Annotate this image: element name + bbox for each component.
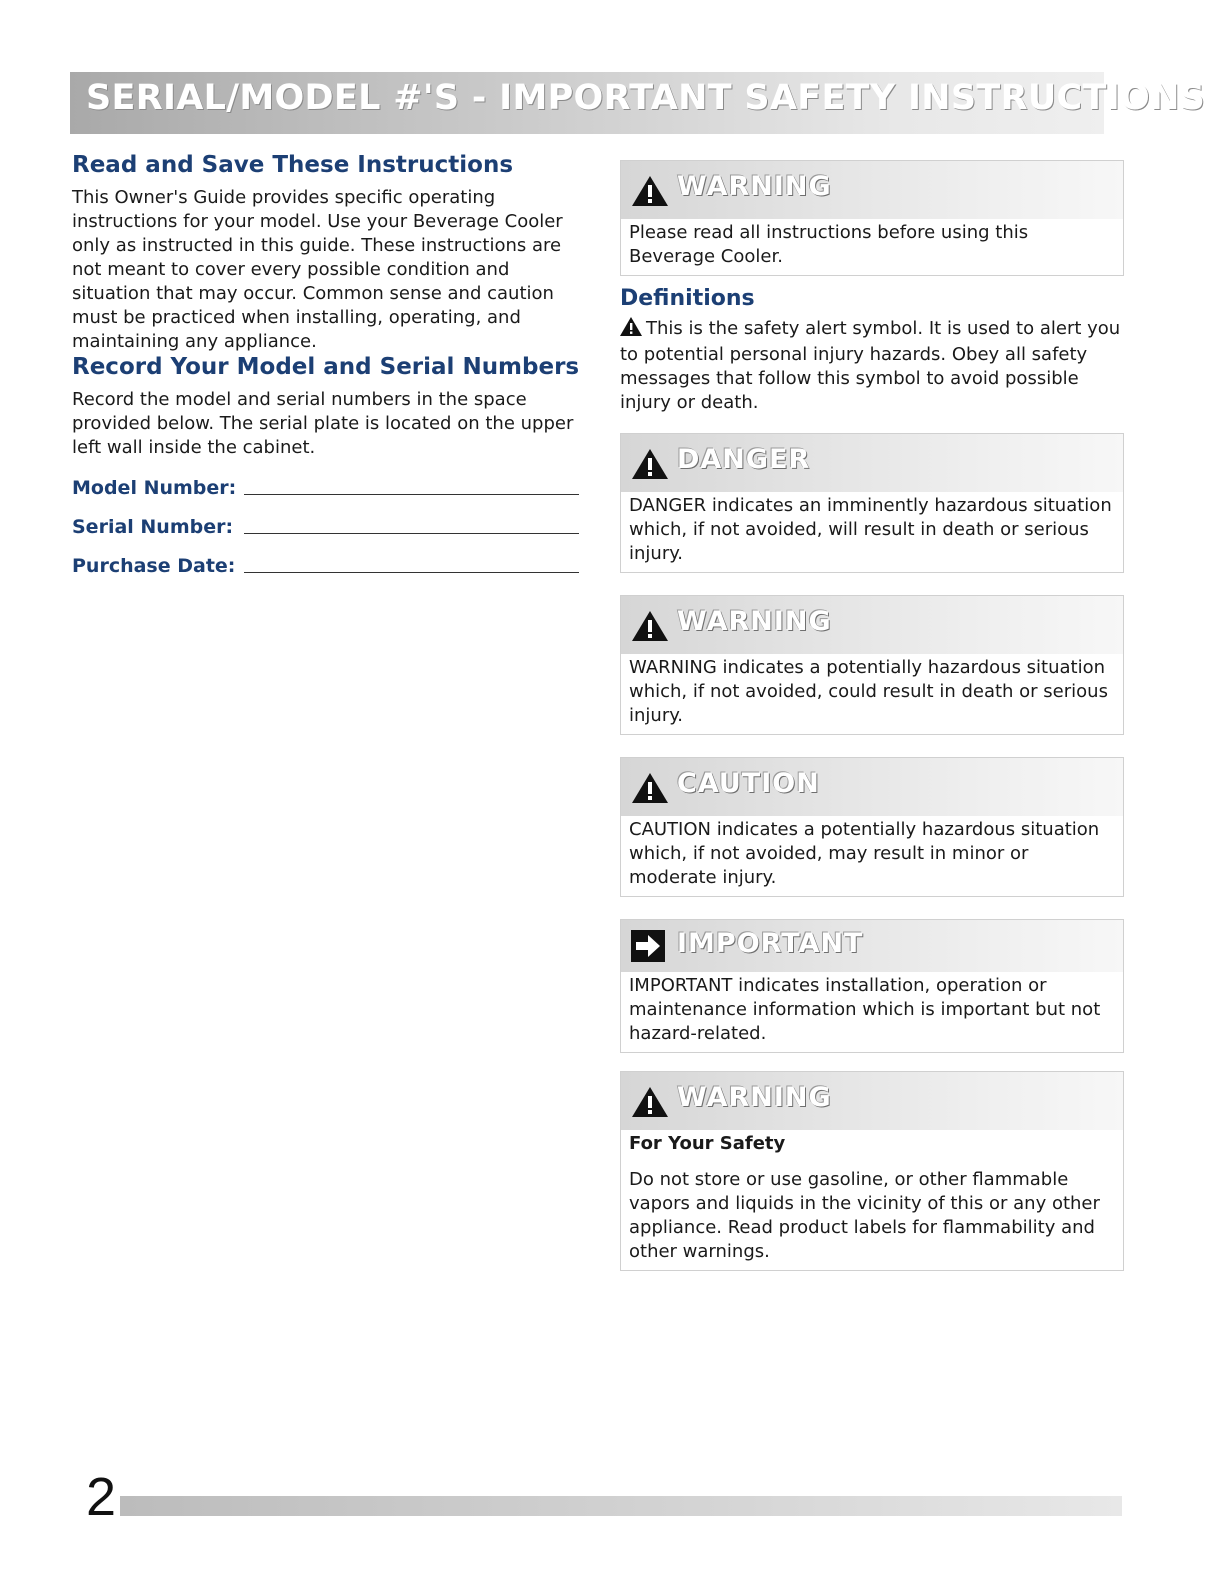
read-save-body: This Owner's Guide provides specific operating instructions for your model. Use your Beverage Cooler only as instructed in this guide. These instructions are not meant to cover every possible condition and situation that may occur. Common sense and caution must be practiced when installing, operating, and maintaining any appliance. xyxy=(72,187,563,352)
important-box xyxy=(620,919,1124,1053)
warning-triangle-icon xyxy=(631,610,669,646)
definitions-section xyxy=(620,286,1124,415)
definitions-heading: Definitions xyxy=(620,286,755,311)
warning-triangle-icon xyxy=(631,1086,669,1122)
warning-box-intro xyxy=(620,160,1124,276)
purchase-date-field xyxy=(72,554,592,577)
right-column xyxy=(620,160,1124,1271)
important-signal-word: IMPORTANT xyxy=(677,928,864,959)
for-your-safety-subheading: For Your Safety xyxy=(629,1133,786,1154)
footer-bar xyxy=(120,1496,1122,1516)
left-column xyxy=(72,152,592,577)
serial-number-field xyxy=(72,515,592,538)
warning-triangle-icon xyxy=(631,772,669,808)
record-numbers-body: Record the model and serial numbers in the space provided below. The serial plate is located on the upper left wall inside the cabinet. xyxy=(72,389,574,458)
danger-box xyxy=(620,433,1124,573)
safety-alert-icon xyxy=(620,317,642,343)
page-title: SERIAL/MODEL #'S - IMPORTANT SAFETY INSTRUCTIONS xyxy=(86,78,1206,118)
important-text: IMPORTANT indicates installation, operation or maintenance information which is important but not hazard-related. xyxy=(629,975,1101,1044)
warning-box xyxy=(620,595,1124,735)
read-save-heading: Read and Save These Instructions xyxy=(72,152,514,178)
caution-signal-word: CAUTION xyxy=(677,768,820,799)
page-number: 2 xyxy=(86,1467,117,1527)
serial-number-label: Serial Number: xyxy=(72,516,234,538)
warning-triangle-icon xyxy=(631,448,669,484)
model-number-label: Model Number: xyxy=(72,477,237,499)
serial-number-line xyxy=(244,515,579,534)
purchase-date-label: Purchase Date: xyxy=(72,555,236,577)
record-numbers-heading: Record Your Model and Serial Numbers xyxy=(72,354,580,380)
danger-signal-word: DANGER xyxy=(677,444,811,475)
warning-signal-word: WARNING xyxy=(677,171,832,202)
warning-triangle-icon xyxy=(631,175,669,211)
safety-text: Do not store or use gasoline, or other flammable vapors and liquids in the vicinity of this or any other appliance. Read product labels for flammability and other warnings. xyxy=(629,1169,1100,1262)
purchase-date-line xyxy=(244,554,579,573)
safety-warning-box xyxy=(620,1071,1124,1271)
caution-box xyxy=(620,757,1124,897)
model-number-line xyxy=(244,476,579,495)
caution-text: CAUTION indicates a potentially hazardous situation which, if not avoided, may result in minor or moderate injury. xyxy=(629,819,1100,888)
header-banner xyxy=(70,72,1206,134)
arrow-right-box-icon xyxy=(631,930,665,966)
warning-intro-text: Please read all instructions before using this Beverage Cooler. xyxy=(629,222,1029,267)
model-number-field xyxy=(72,476,592,499)
warning-text: WARNING indicates a potentially hazardous situation which, if not avoided, could result in death or serious injury. xyxy=(629,657,1108,726)
safety-signal-word: WARNING xyxy=(677,1082,832,1113)
warning-signal-word: WARNING xyxy=(677,606,832,637)
danger-text: DANGER indicates an imminently hazardous situation which, if not avoided, will result in death or serious injury. xyxy=(629,495,1112,564)
definitions-text: This is the safety alert symbol. It is used to alert you to potential personal injury hazards. Obey all safety messages that follow this symbol to avoid possible injury or death. xyxy=(620,318,1121,413)
